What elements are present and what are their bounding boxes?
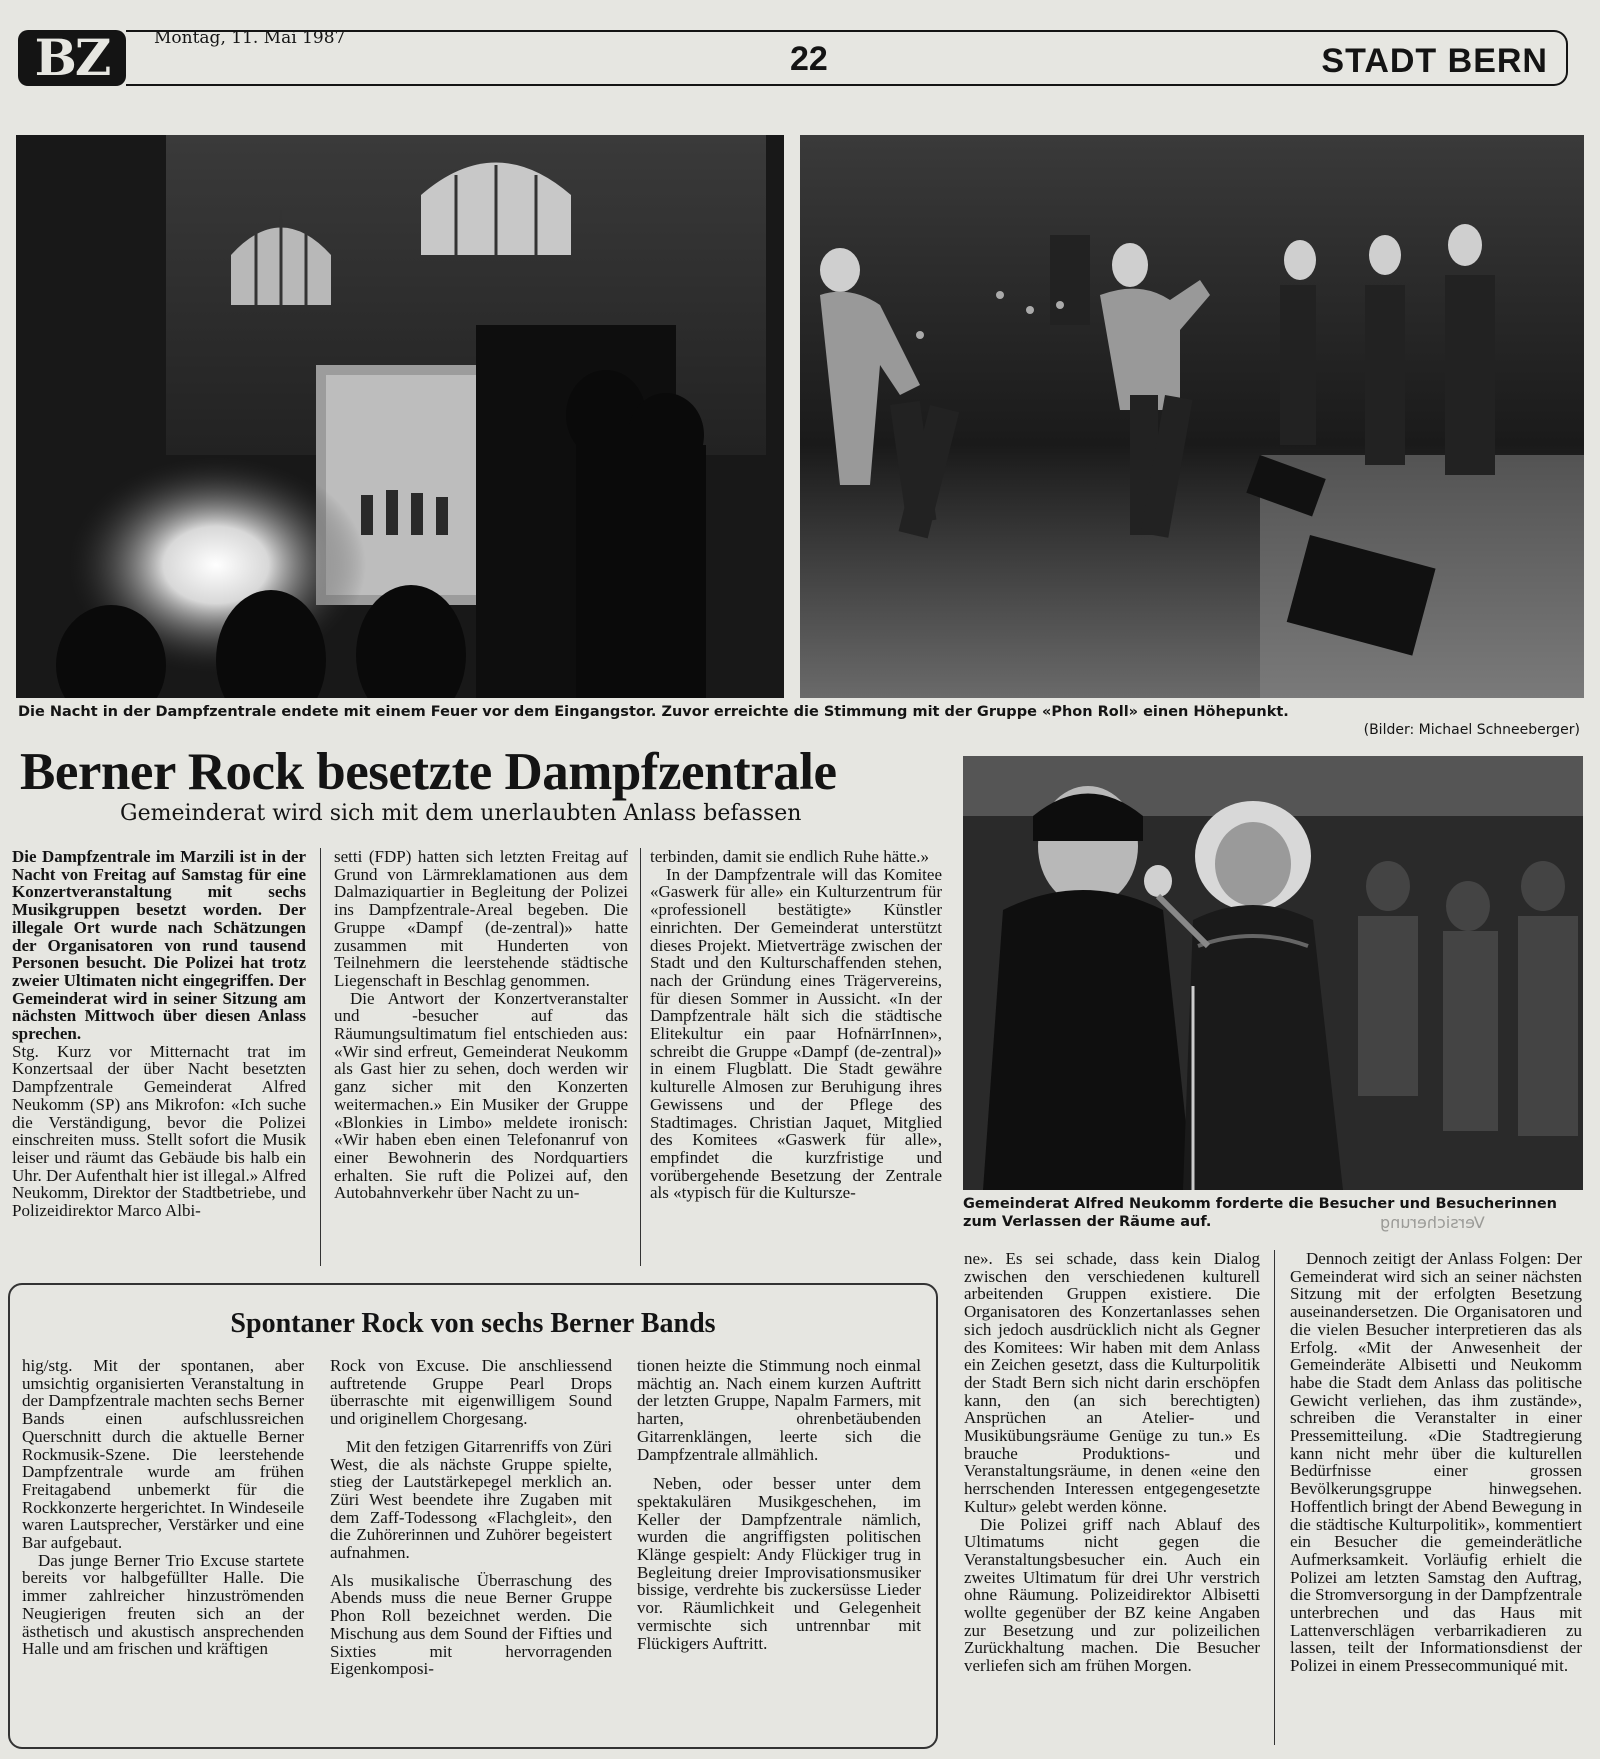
photo-neukomm-microphone [963,756,1583,1190]
sidebar-col1-p1: hig/stg. Mit der spontanen, aber umsichtig organisierten Veranstaltung in der Dampfzentrale machten sechs Berner Bands einen aufschlussreichen Querschnitt durch die aktuelle Berner Rockmusik-Szene. Die leerstehende Dampfzentrale wurde am frühen Freitagabend unbemerkt für die Rockkonzerte hergerichtet. In Windeseile waren Lautsprecher, Verstärker und eine Bar aufgebaut. [22,1357,304,1553]
article-column-2 [334,848,628,1272]
sidebar-column-2 [330,1357,612,1745]
mirrored-bleedthrough-text: Versicherung [1380,1213,1485,1232]
article-col2-p2: Die Antwort der Konzertveranstalter und -besucher auf das Räumungsultimatum fiel entschieden aus: «Wir sind erfreut, Gemeinderat Neukomm als Gast hier zu sehen, doch werden wir ganz sicher mit den Konzerten weitermachen.» Ein Musiker der Gruppe «Blonkies in Limbo» meldete ironisch: «Wir haben eben einen Telefonanruf von einer Bewohnerin des Nordquartiers erhalten. Sie ruft die Polizei auf, den Autobahnverkehr über Nacht zu un- [334,988,628,1203]
sidebar-col3-p1: tionen heizte die Stimmung noch einmal mächtig an. Nach einem kurzen Auftritt der letzten Gruppe, Napalm Farmers, mit harten, ohrenbetäubenden Gitarrenklängen, leerte sich die Dampfzentrale allmählich. [637,1357,921,1464]
article-col4-p2: Die Polizei griff nach Ablauf des Ultimatums nicht gegen die Veranstaltungsbesucher ein. Auch ein zweites Ultimatum für drei Uhr verstrich ohne Räumung. Polizeidirektor Albisetti wollte gegenüber der BZ keine Angaben zur Besetzung und zur polizeilichen Zurückhaltung machen. Die Besucher verliefen sich am frühen Morgen. [964,1514,1260,1676]
article-headline: Berner Rock besetzte Dampfzentrale [20,743,837,801]
sidebar-column-3 [637,1357,921,1745]
sidebar-col3-p2: Neben, oder besser unter dem spektakulären Musikgeschehen, im Keller der Dampfzentrale nämlich, wurden die angriffigsten politischen Klänge gespielt: Andy Flückiger trug in Begleitung dreier Improvisationsmusiker bissige, verdrehte bis zuckersüsse Lieder vor. Räumlichkeit und Gelegenheit vermischte sich untrennbar mit Flückigers Auftritt. [637,1474,921,1653]
column-rule [640,848,641,1266]
article-col1-body: Stg. Kurz vor Mitternacht trat im Konzertsaal der über Nacht besetzten Dampfzentrale Gemeinderat Alfred Neukomm (SP) ans Mikrofon: «Ich suche die Verständigung, bevor die Polizei einschreiten muss. Stellt sofort die Musik leiser und räumt das Gebäude bis halb ein Uhr. Der Aufenthalt hier ist illegal.» Alfred Neukomm, Direktor der Stadtbetriebe, und Polizeidirektor Marco Albi- [12,1041,306,1221]
column-rule [1274,1250,1275,1745]
photo-caption-top: Die Nacht in der Dampfzentrale endete mit einem Feuer vor dem Eingangstor. Zuvor erreichte die Stimmung mit der Gruppe «Phon Roll» einen Höhepunkt. [18,704,1289,720]
column-rule [320,848,321,1266]
article-column-3 [650,848,942,1272]
sidebar-col2-p3: Als musikalische Überraschung des Abends muss die neue Berner Gruppe Phon Roll bezeichnet werden. Die Mischung aus dem Sound der Fifties und Sixties mit hervorragenden Eigenkomposi- [330,1570,612,1679]
photo-band-phon-roll [800,135,1584,698]
article-subheadline: Gemeinderat wird sich mit dem unerlaubten Anlass befassen [120,801,802,826]
article-col3-p1: terbinden, damit sie endlich Ruhe hätte.» [650,848,930,866]
photo-fire-entrance [16,135,784,698]
article-column-1 [12,848,306,1272]
article-col2-p1: setti (FDP) hatten sich letzten Freitag auf Grund von Lärmreklamationen aus dem Dalmaziquartier in Begleitung der Polizei ins Dampfzentrale-Areal begeben. Die Gruppe «Dampf (de-zentral)» hatte zusammen mit Hunderten von Teilnehmern die leerstehende städtische Liegenschaft in Beschlag genommen. [334,848,628,990]
article-col5-body: Dennoch zeitigt der Anlass Folgen: Der Gemeinderat wird sich an seiner nächsten Sitzung mit der erfolgten Besetzung auseinandersetzen. Die Organisatoren und die vielen Besucher interpretieren das als Erfolg. «Mit der Anwesenheit der Gemeinderäte Albisetti und Neukomm habe die Stadt dem Anlass das politische Gewicht verliehen, das ihm zustände», schreiben die Veranstalter in einer Pressemitteilung. «Die Stadtregierung kann nicht mehr über die kulturellen Bedürfnisse einer grossen Bevölkerungsgruppe hinwegsehen. Hoffentlich bringt der Abend Bewegung in die städtische Kulturpolitik», kommentiert ein Besucher die gemeinderätliche Aufmerksamkeit. Vorläufig erhielt die Polizei am letzten Samstag den Auftrag, die Stromversorgung in der Dampfzentrale unterbrechen und das Haus mit Lattenverschlägen verbarrikadieren zu lassen, teilt der Informationsdienst der Polizei in einem Pressecommuniqué mit. [1290,1250,1582,1676]
bz-logo: BZ [18,30,126,86]
photo-credit: (Bilder: Michael Schneeberger) [1363,722,1580,738]
page-number: 22 [790,40,828,78]
article-col3-p2: In der Dampfzentrale will das Komitee «Gaswerk für alle» ein Kulturzentrum für «professionell bestätigte» Künstler einrichten. Der Gemeinderat unterstützt dieses Projekt. Mietverträge zwischen der Stadt und den Kulturschaffenden stehen, nach der Gründung eines Trägervereins, für diesen Sommer in Aussicht. «In der Dampfzentrale hält sich die städtische Elitekultur ein paar HofnärrInnen», schreibt die Gruppe «Dampf (de-zentral)» in einem Flugblatt. Die Stadt gewähre kulturelle Almosen zur Beruhigung ihres Gewissens und der Pflege des Stadtimages. Christian Jaquet, Mitglied des Komitees «Gaswerk für alle», empfindet die kurzfristige und vorübergehende Besetzung der Zentrale als «typisch für die Kultursze- [650,864,942,1203]
sidebar-col1-p2: Das junge Berner Trio Excuse startete bereits vor halbgefüllter Halle. Die immer zahlreicher hinzuströmenden Neugierigen freuten sich an der ästhetisch und akustisch ansprechenden Halle und am frischen und kräftigen [22,1550,304,1659]
sidebar-column-1 [22,1357,304,1745]
article-column-4 [964,1250,1260,1750]
issue-date: Montag, 11. Mai 1987 [154,28,346,48]
sidebar-title: Spontaner Rock von sechs Berner Bands [230,1308,716,1339]
article-col4-p1: ne». Es sei schade, dass kein Dialog zwischen den verschiedenen kulturell arbeitenden Gruppen existiere. Die Organisatoren des Konzertanlasses sehen sich jedoch ausdrücklich nicht als Gegner des Komitees: Wir haben mit dem Anlass ein Zeichen gesetzt, dass die Kulturpolitik der Stadt Bern sich nicht darin erschöpfen kann, den (an sich berechtigten) Ansprüchen an Atelier- und Musikübungsräume Genüge zu tun.» Es brauche Produktions- und Veranstaltungsräume, in denen «eine den herrschenden Interessen entgegengesetzte Kultur» gelebt werden könne. [964,1250,1260,1516]
sidebar-col2-p1: Rock von Excuse. Die anschliessend auftretende Gruppe Pearl Drops überraschte mit eigenwilligem Sound und originellem Chorgesang. [330,1357,612,1429]
article-column-5 [1290,1250,1582,1750]
article-lead: Die Dampfzentrale im Marzili ist in der Nacht von Freitag auf Samstag für eine Konzertveranstaltung mit sechs Musikgruppen besetzt worden. Der illegale Ort wurde nach Schätzungen der Organisatoren von rund tausend Personen besucht. Die Polizei hat trotz zweier Ultimaten nicht eingegriffen. Der Gemeinderat wird in seiner Sitzung am nächsten Mittwoch über diesen Anlass sprechen. [12,848,306,1044]
section-title: STADT BERN [1321,42,1548,80]
sidebar-col2-p2: Mit den fetzigen Gitarrenriffs von Züri West, die als nächste Gruppe spielte, stieg der Lautstärkepegel merklich an. Züri West beendete ihre Zugaben mit dem Zaff-Todessong «Flachgleit», den die Zuhörerinnen und Zuhörer begeistert aufnahmen. [330,1436,612,1563]
photo-caption-right: Gemeinderat Alfred Neukomm forderte die Besucher und Besucherinnen zum Verlassen der Räume auf. [963,1196,1557,1230]
